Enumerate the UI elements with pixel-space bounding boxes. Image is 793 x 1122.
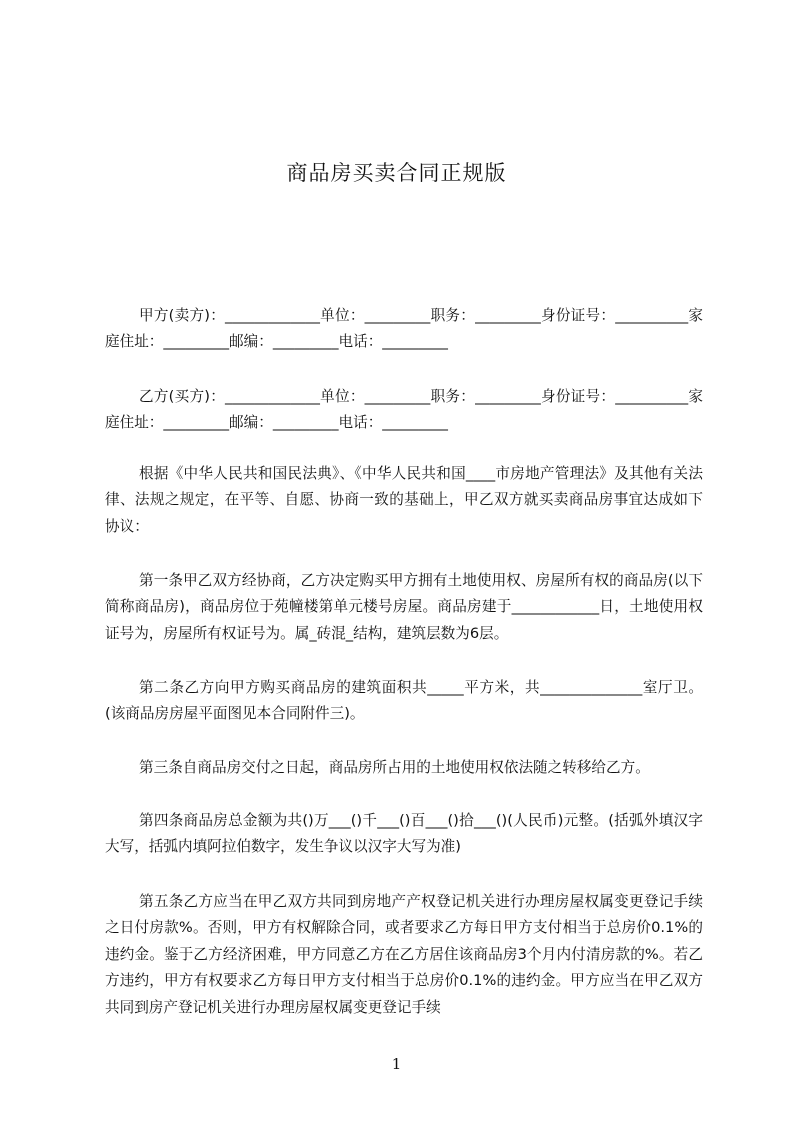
article-2: 第二条乙方向甲方购买商品房的建筑面积共_____平方米，共______________室厅卫。(该商品房房屋平面图见本合同附件三)。 xyxy=(105,678,703,723)
article-1: 第一条甲乙双方经协商，乙方决定购买甲方拥有土地使用权、房屋所有权的商品房(以下简称商品房)，商品房位于苑幢楼第单元楼号房屋。商品房建于____________日，土地使用权证号为，房屋所有权证号为。属_砖混_结构，建筑层数为6层。 xyxy=(105,571,703,642)
article-4: 第四条商品房总金额为共()万___()千___()百___()拾___()(人民币)元整。(括弧外填汉字大写，括弧内填阿拉伯数字，发生争议以汉字大写为准) xyxy=(105,811,703,856)
party-a-info: 甲方(卖方)：_____________单位：_________职务：_________身份证号：__________家庭住址：_________邮编：_________电话：_________ xyxy=(105,306,703,351)
article-5: 第五条乙方应当在甲乙双方共同到房地产产权登记机关进行办理房屋权属变更登记手续之日付房款%。否则，甲方有权解除合同，或者要求乙方每日甲方支付相当于总房价0.1%的违约金。鉴于乙方经济困难，甲方同意乙方在乙方居住该商品房3个月内付清房款的%。若乙方违约，甲方有权要求乙方每日甲方支付相当于总房价0.1%的违约金。甲方应当在甲乙双方共同到房产登记机关进行办理房屋权属变更登记手续 xyxy=(105,892,703,1016)
preamble-paragraph: 根据《中华人民共和国民法典》、《中华人民共和国____市房地产管理法》及其他有关法律、法规之规定，在平等、自愿、协商一致的基础上，甲乙双方就买卖商品房事宜达成如下协议： xyxy=(105,464,703,535)
party-b-info: 乙方(买方)：_____________单位：_________职务：_________身份证号：__________家庭住址：_________邮编：_________电话：_________ xyxy=(105,387,703,432)
article-3: 第三条自商品房交付之日起，商品房所占用的土地使用权依法随之转移给乙方。 xyxy=(139,758,650,776)
page-number: 1 xyxy=(391,1055,402,1073)
document-title: 商品房买卖合同正规版 xyxy=(286,161,507,186)
